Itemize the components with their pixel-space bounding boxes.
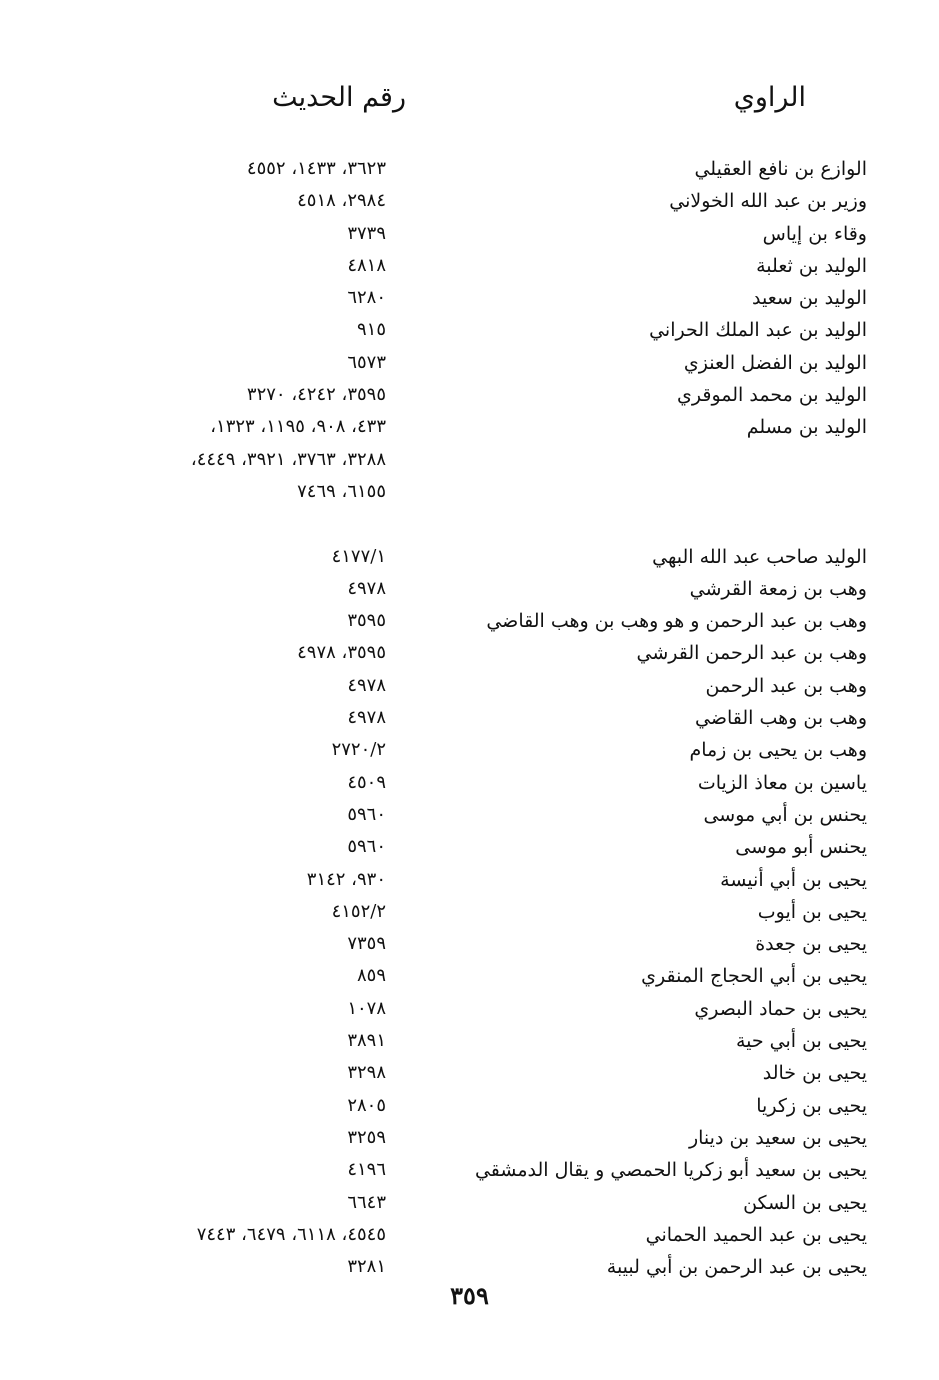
hadith-numbers: ٦٥٧٣ <box>347 351 386 373</box>
hadith-numbers: ٤٥٤٥، ٦١١٨، ٦٤٧٩، ٧٤٤٣ <box>196 1223 386 1245</box>
hadith-numbers: ٦٢٨٠ <box>347 287 386 309</box>
hadith-numbers: ٣٧٣٩ <box>347 222 386 244</box>
index-row <box>0 250 939 282</box>
index-row <box>0 185 939 217</box>
narrator-name: يحيى بن أبي أنيسة <box>720 868 867 891</box>
index-row <box>0 1187 939 1219</box>
index-row <box>0 541 939 573</box>
hadith-numbers: ٤١٧٧/١ <box>331 545 386 567</box>
index-row <box>0 314 939 346</box>
narrator-name: يحيى بن زكريا <box>756 1094 867 1117</box>
hadith-numbers: ٧٣٥٩ <box>347 933 386 955</box>
narrator-name: وهب بن عبد الرحمن و هو وهب بن وهب القاضي <box>486 610 867 633</box>
hadith-numbers: ٩١٥ <box>356 319 386 341</box>
index-row <box>0 767 939 799</box>
hadith-numbers: ٩٣٠، ٣١٤٢ <box>306 868 386 890</box>
narrator-name: الوليد بن سعيد <box>751 287 867 310</box>
index-row <box>0 960 939 992</box>
hadith-numbers: ٤٨١٨ <box>347 254 386 276</box>
narrator-name: يحيى بن أبي الحجاج المنقري <box>641 965 867 988</box>
column-header-hadith-number: رقم الحديث <box>272 82 406 113</box>
index-row <box>0 670 939 702</box>
index-row <box>0 1122 939 1154</box>
index-row <box>0 573 939 605</box>
hadith-numbers: ٤٥٠٩ <box>347 771 386 793</box>
index-row <box>0 734 939 766</box>
hadith-numbers: ٣٨٩١ <box>347 1030 386 1052</box>
narrator-name: وهب بن وهب القاضي <box>694 707 867 730</box>
narrator-name: وهب بن عبد الرحمن القرشي <box>636 642 867 665</box>
hadith-numbers: ٣٢٩٨ <box>347 1062 386 1084</box>
narrator-name: وهب بن يحيى بن زمام <box>689 739 867 762</box>
column-header-narrator: الراوي <box>733 82 806 113</box>
narrator-name: الوليد بن عبد الملك الحراني <box>649 319 867 342</box>
narrator-name: وزير بن عبد الله الخولاني <box>669 190 867 213</box>
narrator-name: يحيى بن جعدة <box>755 933 867 956</box>
narrator-name: الوليد بن محمد الموقري <box>677 384 867 407</box>
narrator-name: الوليد بن الفضل العنزي <box>683 351 867 374</box>
narrator-name: يحيى بن عبد الرحمن بن أبي لبيبة <box>606 1256 867 1279</box>
narrator-name: يحنس بن أبي موسى <box>703 803 867 826</box>
hadith-numbers: ٤١٩٦ <box>347 1159 386 1181</box>
hadith-numbers: ٨٥٩ <box>356 965 386 987</box>
index-row <box>0 444 939 476</box>
narrator-name: ياسين بن معاذ الزيات <box>697 771 867 794</box>
index-row <box>0 1025 939 1057</box>
hadith-numbers: ٣٢٥٩ <box>347 1126 386 1148</box>
index-row <box>0 508 939 540</box>
index-row <box>0 702 939 734</box>
narrator-name: الوليد صاحب عبد الله البهي <box>652 545 867 568</box>
narrator-name: وقاء بن إياس <box>762 222 867 245</box>
index-row <box>0 347 939 379</box>
hadith-numbers: ١٠٧٨ <box>347 997 386 1019</box>
narrator-name: الوليد بن ثعلبة <box>756 254 867 277</box>
hadith-numbers: ٤٩٧٨ <box>347 577 386 599</box>
hadith-numbers: ٣٥٩٥، ٤٢٤٢، ٣٢٧٠ <box>246 384 386 406</box>
narrator-name: يحيى بن عبد الحميد الحماني <box>645 1223 867 1246</box>
narrator-name: يحيى بن السكن <box>743 1191 867 1214</box>
narrator-name: يحيى بن أبي حية <box>735 1030 867 1053</box>
narrator-name: يحيى بن حماد البصري <box>694 997 867 1020</box>
hadith-numbers: ٥٩٦٠ <box>347 803 386 825</box>
index-row <box>0 1057 939 1089</box>
index-row <box>0 605 939 637</box>
hadith-numbers: ٢٧٢٠/٢ <box>331 739 386 761</box>
index-row <box>0 218 939 250</box>
narrator-name: يحيى بن سعيد أبو زكريا الحمصي و يقال الدمشقي <box>474 1159 867 1182</box>
narrator-name: الوازع بن نافع العقيلي <box>694 158 867 180</box>
index-row <box>0 896 939 928</box>
hadith-numbers: ٤٣٣، ٩٠٨، ١١٩٥، ١٣٢٣، <box>210 416 386 438</box>
hadith-numbers: ٣٢٨١ <box>347 1256 386 1278</box>
narrator-name: يحيى بن خالد <box>762 1062 867 1085</box>
index-row <box>0 831 939 863</box>
narrator-name: الوليد بن مسلم <box>746 416 867 439</box>
hadith-numbers: ٣٢٨٨، ٣٧٦٣، ٣٩٢١، ٤٤٤٩، <box>190 448 386 470</box>
index-row <box>0 153 939 185</box>
index-row <box>0 379 939 411</box>
index-list <box>0 153 939 1283</box>
hadith-numbers: ٤٩٧٨ <box>347 707 386 729</box>
narrator-name: يحيى بن سعيد بن دينار <box>688 1126 867 1149</box>
hadith-numbers: ٣٥٩٥ <box>347 610 386 632</box>
index-row <box>0 864 939 896</box>
index-row <box>0 993 939 1025</box>
narrator-name: وهب بن زمعة القرشي <box>689 577 867 600</box>
index-row <box>0 1154 939 1186</box>
index-row <box>0 637 939 669</box>
narrator-name: يحنس أبو موسى <box>735 836 867 859</box>
hadith-numbers: ٢٨٠٥ <box>347 1094 386 1116</box>
narrator-name: يحيى بن أيوب <box>757 900 867 923</box>
hadith-numbers: ٣٥٩٥، ٤٩٧٨ <box>297 642 386 664</box>
index-row <box>0 799 939 831</box>
index-row <box>0 928 939 960</box>
index-row <box>0 1219 939 1251</box>
hadith-numbers: ٤٩٧٨ <box>347 674 386 696</box>
hadith-numbers: ٤١٥٢/٢ <box>331 900 386 922</box>
hadith-numbers: ٢٩٨٤، ٤٥١٨ <box>297 190 386 212</box>
hadith-numbers: ٦٦٤٣ <box>347 1191 386 1213</box>
narrator-name: وهب بن عبد الرحمن <box>705 674 867 697</box>
hadith-numbers: ٣٦٢٣، ١٤٣٣، ٤٥٥٢ <box>246 158 386 179</box>
hadith-numbers: ٥٩٦٠ <box>347 836 386 858</box>
index-row <box>0 282 939 314</box>
page-number: ٣٥٩ <box>450 1281 489 1310</box>
hadith-numbers: ٦١٥٥، ٧٤٦٩ <box>297 480 386 502</box>
index-row <box>0 411 939 443</box>
index-row <box>0 476 939 508</box>
index-row <box>0 1090 939 1122</box>
